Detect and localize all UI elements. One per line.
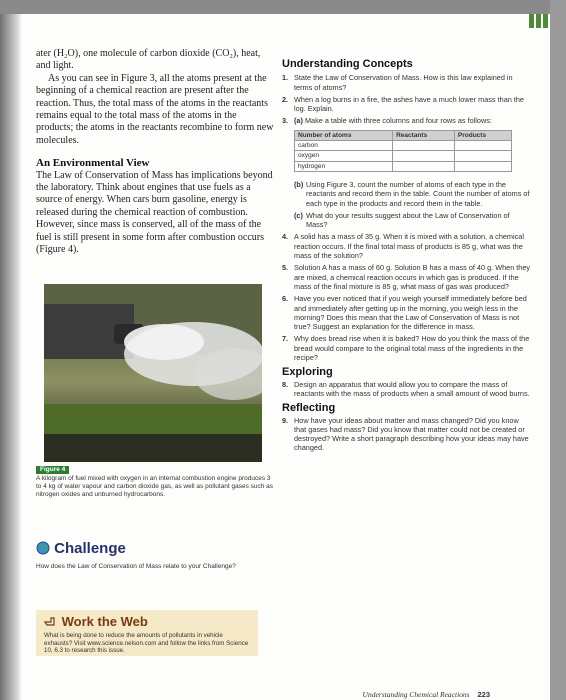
right-column — [282, 60, 532, 456]
question-7: 7. Why does bread rise when it is baked? How do you think the mass of the bread would compare to the original total mass of the ingredients in the recipe? — [282, 334, 530, 363]
exhaust-photo — [44, 284, 262, 462]
challenge-globe-icon — [36, 541, 50, 555]
page-number: 223 — [477, 690, 490, 699]
question-2: 2. When a log burns in a fire, the ashes have a much lower mass than the log. Explain. — [282, 94, 524, 114]
figure-4-caption — [36, 466, 276, 499]
figure-label: Figure 4 — [36, 466, 69, 474]
question-1: 1. State the Law of Conservation of Mass. How is this law explained in terms of atoms? — [282, 73, 513, 92]
work-the-web-text: What is being done to reduce the amounts of pollutants in vehicle exhausts? Visit www.science.nelson.com and follow the links from Science 10, 6.3 to research this issue. — [44, 632, 249, 655]
web-hand-icon — [44, 615, 58, 627]
question-3c: (c) What do your results suggest about the Law of Conservation of Mass? — [294, 210, 510, 230]
table-header-cell: Number of atoms — [295, 130, 393, 140]
section-heading-environmental-view: An Environmental View — [36, 157, 150, 170]
exploring-heading: Exploring — [282, 366, 333, 379]
reflecting-heading: Reflecting — [282, 402, 336, 415]
binding-shadow — [0, 14, 22, 700]
textbook-page — [10, 14, 550, 700]
question-3b: (b) Using Figure 3, count the number of atoms of each type in the reactants and record them in the table. Count the number of atoms of each type in the products and record them in the table. — [294, 179, 530, 208]
challenge-box — [36, 540, 272, 571]
page-accent-bars — [529, 14, 550, 28]
table-header-cell: Reactants — [393, 130, 455, 140]
work-the-web-title: Work the Web — [61, 614, 148, 629]
intro-paragraph: ater (H₂O), one molecule of carbon dioxide (CO₂), heat, and light. — [36, 48, 261, 72]
challenge-title: Challenge — [54, 540, 126, 557]
atoms-table — [294, 130, 512, 172]
left-column-text — [36, 48, 276, 257]
running-title: Understanding Chemical Reactions — [362, 690, 470, 699]
environmental-paragraph: The Law of Conservation of Mass has implications beyond the laboratory. Think about engines that use fuels as a source of energy. When cars burn gasoline, energy is released during the chemical reaction of combustion. However, since mass is conserved, all of the mass of the fuel is still present in some form after combustion occurs (Figure 4). — [36, 169, 273, 256]
right-edge — [550, 0, 566, 700]
table-header-cell: Products — [454, 130, 511, 140]
table-header-row — [295, 130, 512, 140]
question-8: 8. Design an apparatus that would allow you to compare the mass of reactants with the mass of products when a small amount of wood burns. — [282, 379, 530, 398]
table-row: carbon — [295, 141, 512, 151]
question-4: 4. A solid has a mass of 35 g. When it is mixed with a solution, a chemical reaction occurs. If the final total mass of products is 85 g, what was the mass of the solution? — [282, 232, 524, 261]
work-the-web-box — [36, 610, 258, 656]
question-5: 5. Solution A has a mass of 60 g. Solution B has a mass of 40 g. When they are mixed, a chemical reaction occurs in which gas is produced. If the mass of the final mixture is 85 g, what mass of gas was produced? — [282, 263, 531, 291]
understanding-concepts-heading: Understanding Concepts — [282, 58, 413, 70]
table-row: hydrogen — [295, 161, 512, 171]
question-9: 9. How have your ideas about matter and mass changed? Did you know that gases had mass? Did you know that matter could not be created or destroyed? Write a short paragraph describing how your ideas may have changed. — [282, 415, 529, 453]
question-6: 6. Have you ever noticed that if you weigh yourself immediately before bed and immediately after getting up in the morning, you weigh less in the morning? Does this mean that the Law of Conservation of Mass is not true? Suggest an explanation for the difference in mass. — [282, 294, 527, 332]
body-paragraph: As you can see in Figure 3, all the atoms present at the beginning of a chemical reaction are present after the reaction. Thus, the total mass of the atoms in the reactants remains equal to the total mass of the atoms in the products; the atoms in the reactants recombine to form new molecules. — [36, 72, 274, 146]
challenge-text: How does the Law of Conservation of Mass relate to your Challenge? — [36, 563, 236, 570]
question-3a: 3. (a) Make a table with three columns and four rows as follows: — [282, 116, 492, 126]
exhaust-pipe-illustration — [44, 284, 262, 462]
page-footer — [363, 690, 490, 699]
table-row: oxygen — [295, 151, 512, 161]
figure-caption-text: A kilogram of fuel mixed with oxygen in an internal combustion engine produces 3 to 4 kg of water vapour and carbon dioxide gas, as well as pollutant gases such as nitrogen oxides and unburned hydrocarbons. — [36, 475, 274, 498]
